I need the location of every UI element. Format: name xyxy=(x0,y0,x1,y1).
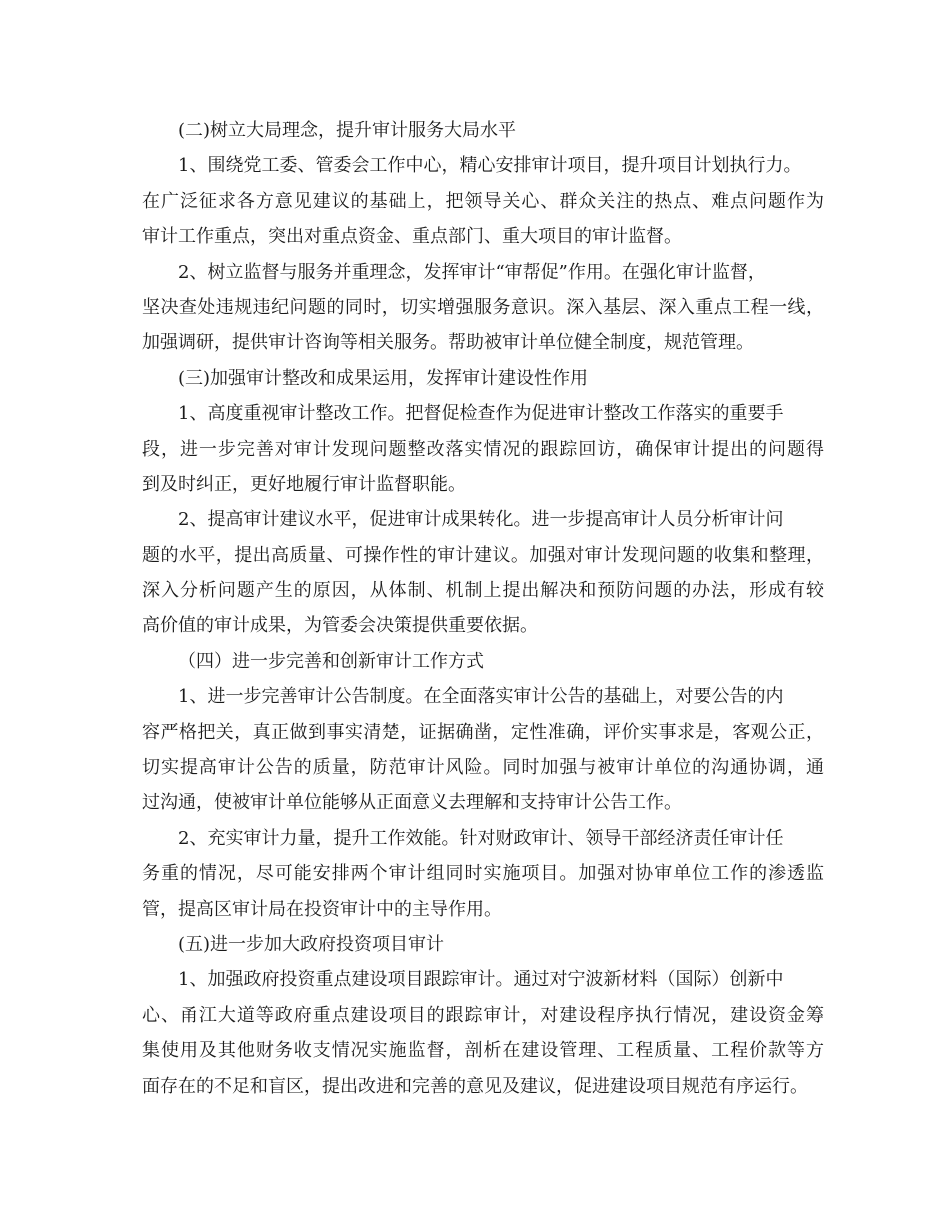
paragraph-line: 集使用及其他财务收支情况实施监督，剖析在建设管理、工程质量、工程价款等方 xyxy=(142,1040,824,1062)
paragraph-line: 加强调研，提供审计咨询等相关服务。帮助被审计单位健全制度，规范管理。 xyxy=(142,332,754,354)
paragraph-line: 2、充实审计力量，提升工作效能。针对财政审计、领导干部经济责任审计任 xyxy=(178,827,784,849)
paragraph-line: 深入分析问题产生的原因，从体制、机制上提出解决和预防问题的办法，形成有较 xyxy=(142,580,824,602)
paragraph-line: 在广泛征求各方意见建议的基础上，把领导关心、群众关注的热点、难点问题作为 xyxy=(142,190,824,212)
paragraph-line: 1、加强政府投资重点建设项目跟踪审计。通过对宁波新材料（国际）创新中 xyxy=(178,969,784,991)
paragraph xyxy=(142,396,824,502)
section xyxy=(142,644,824,927)
section-heading: (二)树立大局理念，提升审计服务大局水平 xyxy=(178,120,517,141)
paragraph-line: 2、提高审计建议水平，促进审计成果转化。进一步提高审计人员分析审计问 xyxy=(178,509,784,531)
paragraph xyxy=(142,679,824,821)
section-heading: （四）进一步完善和创新审计工作方式 xyxy=(178,650,484,672)
paragraph-line: 过沟通，使被审计单位能够从正面意义去理解和支持审计公告工作。 xyxy=(142,792,682,814)
paragraph-line: 1、进一步完善审计公告制度。在全面落实审计公告的基础上，对要公告的内 xyxy=(178,686,784,708)
paragraph-line: 心、甬江大道等政府重点建设项目的跟踪审计，对建设程序执行情况，建设资金筹 xyxy=(142,1004,824,1026)
section-heading: (三)加强审计整改和成果运用，发挥审计建设性作用 xyxy=(178,367,589,389)
paragraph-line: 到及时纠正，更好地履行审计监督职能。 xyxy=(142,473,466,495)
paragraph-line: 管，提高区审计局在投资审计中的主导作用。 xyxy=(142,898,502,920)
section xyxy=(142,927,824,1104)
paragraph xyxy=(142,255,824,361)
paragraph-line: 段，进一步完善对审计发现问题整改落实情况的跟踪回访，确保审计提出的问题得 xyxy=(142,438,824,460)
paragraph-line: 容严格把关，真正做到事实清楚，证据确凿，定性准确，评价实事求是，客观公正， xyxy=(142,721,824,743)
paragraph xyxy=(142,962,824,1104)
paragraph xyxy=(142,821,824,927)
paragraph-line: 坚决查处违规违纪问题的同时，切实增强服务意识。深入基层、深入重点工程一线， xyxy=(142,296,824,318)
paragraph-line: 1、围绕党工委、管委会工作中心，精心安排审计项目，提升项目计划执行力。 xyxy=(178,155,802,177)
paragraph-line: 2、树立监督与服务并重理念，发挥审计“审帮促”作用。在强化审计监督， xyxy=(178,261,766,283)
section-heading: (五)进一步加大政府投资项目审计 xyxy=(178,933,445,955)
paragraph-line: 高价值的审计成果，为管委会决策提供重要依据。 xyxy=(142,615,538,637)
paragraph xyxy=(142,502,824,644)
paragraph-line: 务重的情况，尽可能安排两个审计组同时实施项目。加强对协审单位工作的渗透监 xyxy=(142,863,824,885)
section xyxy=(142,113,824,361)
paragraph-line: 切实提高审计公告的质量，防范审计风险。同时加强与被审计单位的沟通协调，通 xyxy=(142,757,824,779)
paragraph-line: 1、高度重视审计整改工作。把督促检查作为促进审计整改工作落实的重要手 xyxy=(178,403,784,425)
paragraph-line: 题的水平，提出高质量、可操作性的审计建议。加强对审计发现问题的收集和整理， xyxy=(142,544,824,566)
section xyxy=(142,361,824,644)
document-body xyxy=(142,113,824,1104)
paragraph-line: 面存在的不足和盲区，提出改进和完善的意见及建议，促进建设项目规范有序运行。 xyxy=(142,1075,808,1097)
paragraph-line: 审计工作重点，突出对重点资金、重点部门、重大项目的审计监督。 xyxy=(142,226,682,248)
paragraph xyxy=(142,148,824,254)
